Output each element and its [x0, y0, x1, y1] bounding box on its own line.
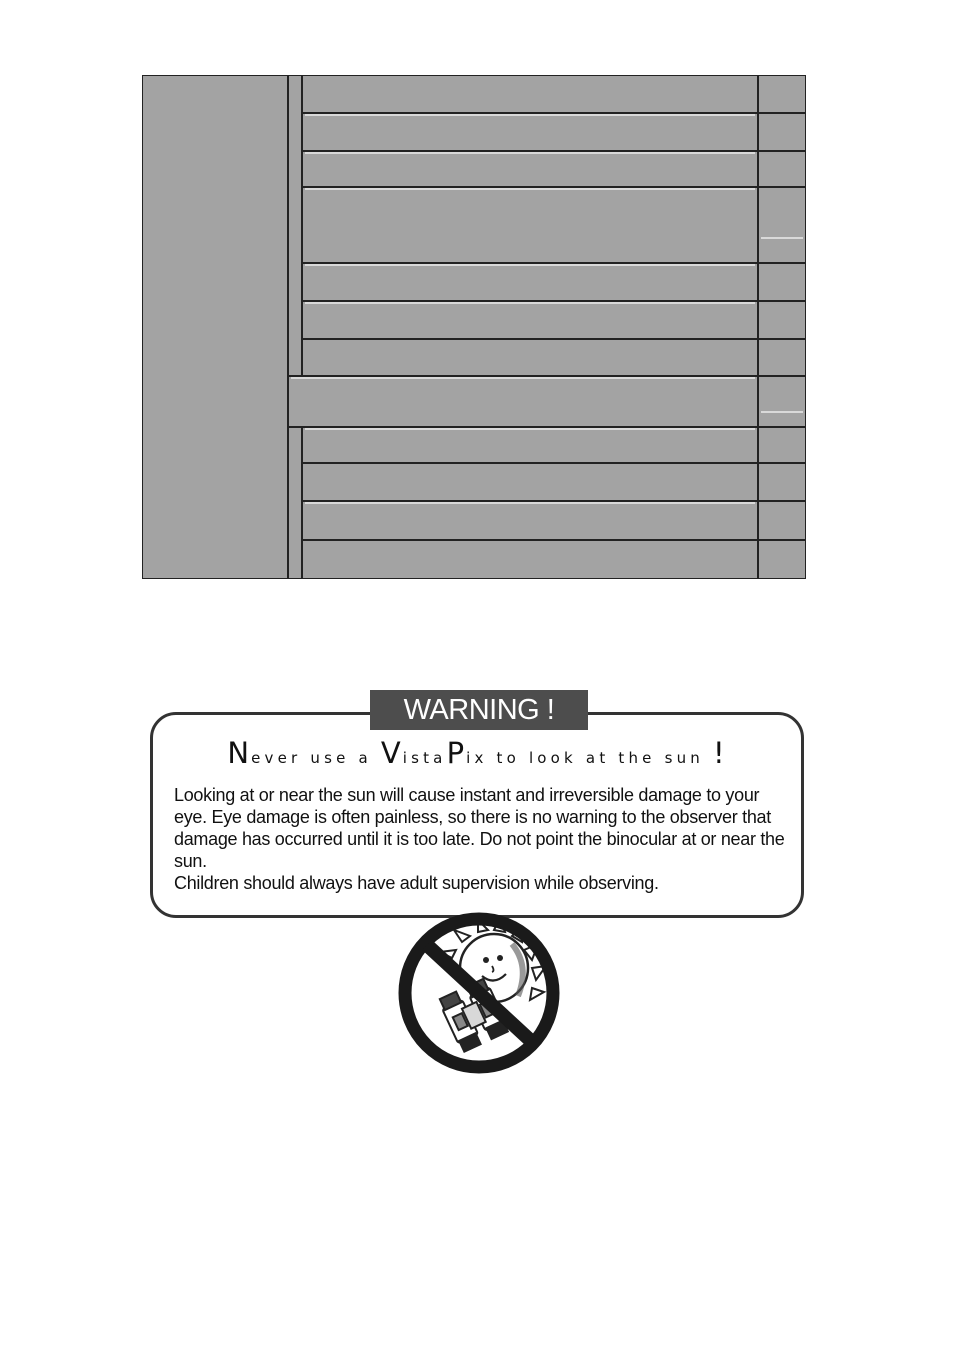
- table-row-highlight: [305, 264, 755, 266]
- table-row-highlight: [761, 237, 803, 239]
- index-table: [142, 75, 806, 579]
- table-row-highlight: [305, 428, 755, 430]
- warning-banner-text: WARNING !: [403, 694, 555, 726]
- warning-paragraph: Children should always have adult supervision while observing.: [174, 873, 659, 893]
- table-border-top: [142, 75, 806, 76]
- table-col-divider-1: [287, 75, 289, 579]
- table-row-divider: [303, 338, 806, 340]
- warning-paragraph: Looking at or near the sun will cause instant and irreversible damage to your eye. Eye damage is often painless, so there is no warning to the observer that damage has occurred until it is too late. Do not point the binocular at or near the sun.: [174, 785, 785, 871]
- headline-word: ix: [466, 749, 488, 767]
- headline-letter: N: [227, 736, 252, 770]
- table-row-highlight: [305, 152, 755, 154]
- headline-word: a: [358, 749, 372, 767]
- table-row-highlight: [305, 114, 755, 116]
- headline-exclamation: !: [712, 736, 727, 770]
- warning-banner: [370, 690, 588, 730]
- headline-word: the: [618, 749, 656, 767]
- headline-letter: V: [380, 736, 403, 770]
- table-border-bottom: [142, 578, 806, 579]
- table-row-highlight: [291, 377, 755, 379]
- headline-word: at: [585, 749, 610, 767]
- headline-letter: P: [446, 736, 467, 770]
- table-col-divider-2b: [301, 426, 303, 579]
- table-row-highlight: [305, 502, 755, 504]
- warning-headline: [150, 736, 804, 770]
- headline-word: use: [310, 749, 350, 767]
- table-row-divider: [303, 539, 806, 541]
- table-row-highlight: [761, 411, 803, 413]
- headline-word: sun: [664, 749, 704, 767]
- headline-word: ever: [251, 749, 302, 767]
- headline-word: ista: [402, 749, 447, 767]
- headline-word: look: [528, 749, 577, 767]
- table-border-left: [142, 75, 143, 579]
- no-sun-binocular-prohibition-icon: [394, 908, 564, 1078]
- table-col-divider-2a: [301, 75, 303, 375]
- headline-word: to: [496, 749, 520, 767]
- table-row-highlight: [305, 302, 755, 304]
- table-row-divider: [303, 462, 806, 464]
- warning-body: [174, 784, 794, 894]
- table-row-highlight: [305, 188, 755, 190]
